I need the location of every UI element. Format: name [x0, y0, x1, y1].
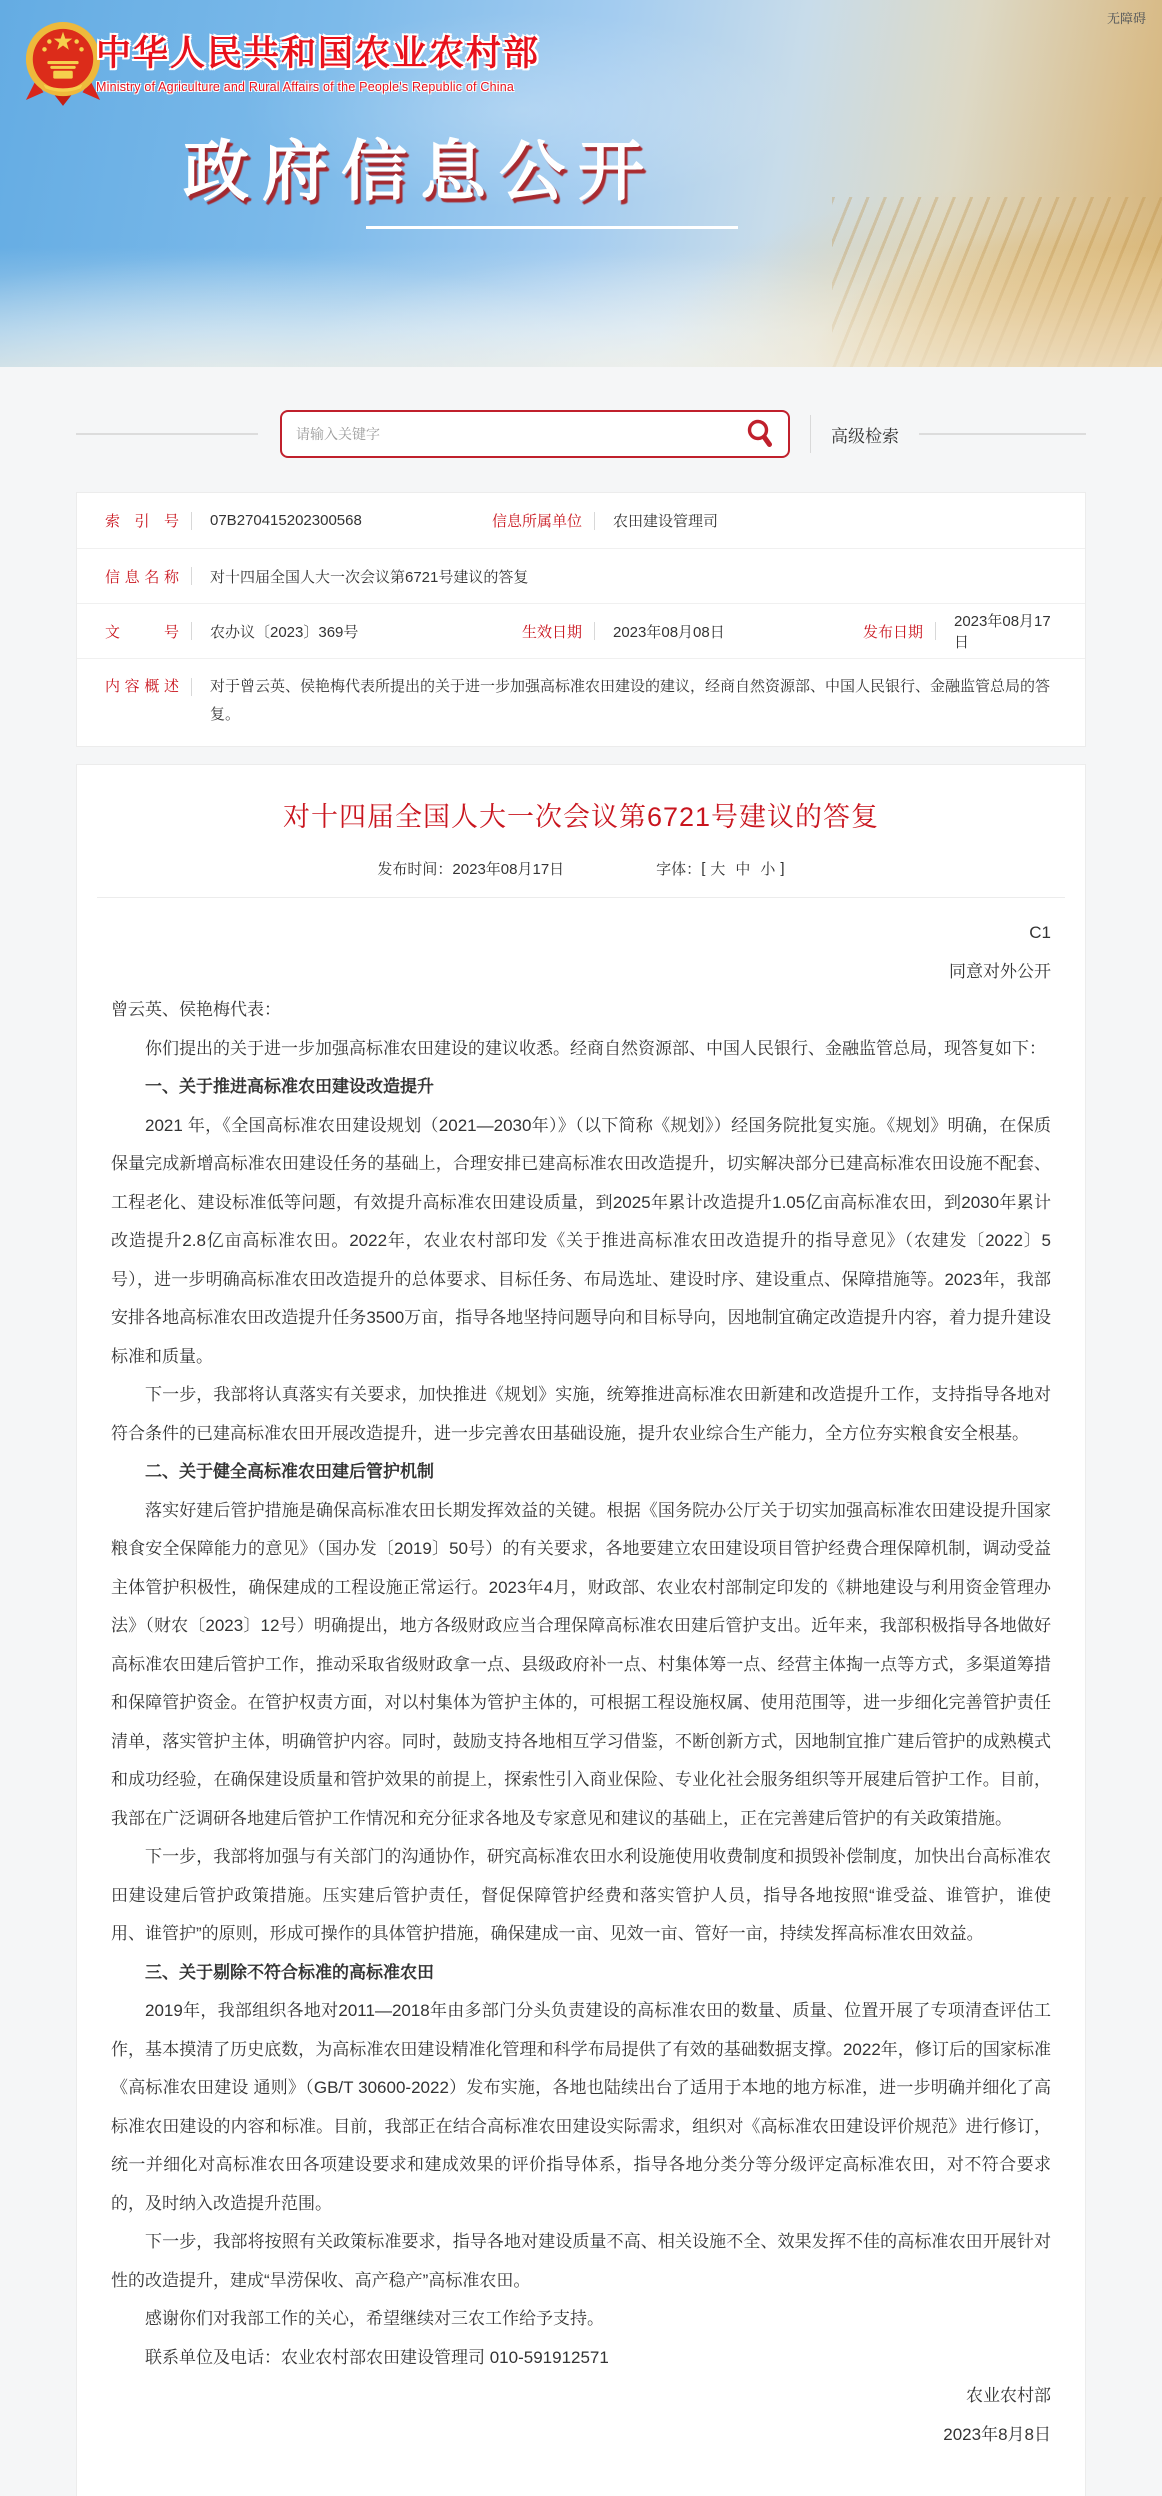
summary-label: 内容概述 [105, 678, 179, 695]
ministry-name-en: Ministry of Agriculture and Rural Affairs of the People's Republic of China [96, 80, 515, 94]
meta-row-name [77, 548, 1085, 603]
divider-line-right [919, 433, 1086, 435]
meta-row-docnumber [77, 603, 1085, 658]
font-size-small-button[interactable]: 小 [760, 861, 776, 878]
effective-date-label: 生效日期 [521, 623, 582, 641]
label-separator [191, 678, 192, 696]
article-section-heading: 三、关于剔除不符合标准的高标准农田 [145, 1962, 434, 1982]
article-section-heading: 一、关于推进高标准农田建设改造提升 [145, 1077, 434, 1096]
accessibility-link[interactable]: 无障碍 [1106, 11, 1146, 26]
label-separator [191, 512, 192, 530]
wheat-decoration [832, 197, 1162, 367]
article-section-heading: 二、关于健全高标准农田建后管护机制 [145, 1462, 434, 1481]
font-bracket-open: [ [701, 860, 706, 877]
search-icon [745, 418, 775, 450]
article-paragraph: 农业农村部 [966, 2386, 1051, 2405]
publish-date-value: 2023年08月17日 [954, 613, 1051, 651]
publish-date-label: 发布日期 [862, 623, 923, 641]
article-paragraph: 联系单位及电话：农业农村部农田建设管理司 010-591912571 [145, 2347, 609, 2367]
document-meta-card [76, 492, 1086, 747]
banner-title: 政府信息公开 [183, 134, 657, 208]
font-size-control [656, 858, 784, 879]
owning-unit-label: 信息所属单位 [491, 513, 582, 530]
font-size-large-button[interactable]: 大 [710, 861, 726, 878]
banner-title-underline [366, 226, 738, 229]
cloud-decoration [0, 247, 1162, 367]
label-separator [191, 622, 192, 640]
search-button[interactable] [732, 412, 788, 456]
article-paragraph: 感谢你们对我部工作的关心，希望继续对三农工作给予支持。 [145, 2309, 604, 2328]
index-number-value: 07B270415202300568 [210, 512, 362, 529]
label-separator [594, 512, 595, 530]
font-bracket-close: ] [780, 860, 785, 877]
search-box [280, 410, 790, 458]
effective-date-value: 2023年08月08日 [613, 623, 725, 641]
search-vertical-divider [810, 415, 811, 453]
article-title: 对十四届全国人大一次会议第6721号建议的答复 [282, 802, 880, 832]
font-size-medium-button[interactable]: 中 [735, 861, 751, 878]
national-emblem-icon [24, 20, 102, 106]
article-paragraph: C1 [1029, 923, 1051, 942]
article-paragraph: 同意对外公开 [949, 961, 1051, 981]
article-paragraph: 你们提出的关于进一步加强高标准农田建设的建议收悉。经商自然资源部、中国人民银行、金融监管总局，现答复如下： [145, 1038, 1046, 1058]
font-size-label: 字体： [656, 861, 702, 878]
article-paragraph: 下一步，我部将加强与有关部门的沟通协作，研究高标准农田水利设施使用收费制度和损毁补偿制度，加快出台高标准农田建设建后管护政策措施。压实建后管护责任，督促保障管护经费和落实管护人员，指导各地按照“谁受益、谁管护，谁使用、谁管护”的原则，形成可操作的具体管护措施，确保建成一亩、见效一亩、管好一亩，持续发挥高标准农田效益。 [111, 1847, 1051, 1943]
index-number-label: 索 引 号 [105, 513, 179, 530]
label-separator [191, 567, 192, 585]
meta-row-summary [77, 658, 1085, 746]
doc-number-label: 文 号 [105, 623, 179, 641]
article-paragraph: 2023年8月8日 [943, 2424, 1051, 2444]
meta-row-index [77, 493, 1085, 548]
article-paragraph: 2019年，我部组织各地对2011—2018年由多部门分头负责建设的高标准农田的数量、质量、位置开展了专项清查评估工作，基本摸清了历史底数，为高标准农田建设精准化管理和科学布局提供了有效的基础数据支撑。2022年，修订后的国家标准《高标准农田建设 通则》（GB/T 30600-2022）发布实施，各地也陆续出台了适用于本地的地方标准，进一步明确并细化了高标准农田建设的内容和标准。目前，我部正在结合高标准农田建设实际需求，组织对《高标准农田建设评价规范》进行修订，统一并细化对高标准农田各项建设要求和建成效果的评价指导体系，指导各地分类分等分级评定高标准农田，对不符合要求的，及时纳入改造提升范围。 [111, 2001, 1051, 2213]
summary-value: 对于曾云英、侯艳梅代表所提出的关于进一步加强高标准农田建设的建议，经商自然资源部、中国人民银行、金融监管总局的答复。 [210, 678, 1051, 723]
article-paragraph: 曾云英、侯艳梅代表： [111, 1000, 281, 1019]
article-paragraph: 落实好建后管护措施是确保高标准农田长期发挥效益的关键。根据《国务院办公厅关于切实加强高标准农田建设提升国家粮食安全保障能力的意见》（国办发〔2019〕50号）的有关要求，各地要建立农田建设项目管护经费合理保障机制，调动受益主体管护积极性，确保建成的工程设施正常运行。2023年4月，财政部、农业农村部制定印发的《耕地建设与利用资金管理办法》（财农〔2023〕12号）明确提出，地方各级财政应当合理保障高标准农田建后管护支出。近年来，我部积极指导各地做好高标准农田建后管护工作，推动采取省级财政拿一点、县级政府补一点、村集体筹一点、经营主体掏一点等方式，多渠道筹措和保障管护资金。在管护权责方面，对以村集体为管护主体的，可根据工程设施权属、使用范围等，进一步细化完善管护责任清单，落实管护主体，明确管护内容。同时，鼓励支持各地相互学习借鉴，不断创新方式，因地制宜推广建后管护的成熟模式和成功经验，在确保建设质量和管护效果的前提上，探索性引入商业保险、专业化社会服务组织等开展建后管护工作。目前，我部在广泛调研各地建后管护工作情况和充分征求各地及专家意见和建议的基础上，正在完善建后管护的有关政策措施。 [111, 1500, 1051, 1828]
banner [0, 0, 1162, 367]
search-input[interactable] [282, 412, 732, 456]
article-body [77, 898, 1085, 2454]
divider-line-left [76, 433, 258, 435]
advanced-search-link[interactable]: 高级检索 [831, 426, 899, 446]
article-paragraph: 下一步，我部将认真落实有关要求，加快推进《规划》实施，统筹推进高标准农田新建和改造提升工作，支持指导各地对符合条件的已建高标准农田开展改造提升，进一步完善农田基础设施，提升农业综合生产能力，全方位夯实粮食安全根基。 [111, 1385, 1051, 1443]
publish-time: 发布时间：2023年08月17日 [377, 861, 565, 878]
owning-unit-value: 农田建设管理司 [613, 513, 719, 530]
article-card [76, 764, 1086, 2496]
doc-number-value: 农办议〔2023〕369号 [210, 623, 359, 641]
info-name-label: 信息名称 [105, 568, 179, 586]
article-meta-row [77, 858, 1085, 879]
label-separator [935, 622, 936, 640]
article-paragraph: 下一步，我部将按照有关政策标准要求，指导各地对建设质量不高、相关设施不全、效果发挥不佳的高标准农田开展针对性的改造提升，建成“旱涝保收、高产稳产”高标准农田。 [111, 2232, 1051, 2290]
label-separator [594, 622, 595, 640]
ministry-header [96, 26, 540, 94]
ministry-name-cn: 中华人民共和国农业农村部 [96, 34, 541, 73]
search-section [76, 408, 1086, 460]
article-paragraph: 2021 年，《全国高标准农田建设规划（2021—2030年）》（以下简称《规划》）经国务院批复实施。《规划》明确，在保质保量完成新增高标准农田建设任务的基础上，合理安排已建高标准农田改造提升，切实解决部分已建高标准农田设施不配套、工程老化、建设标准低等问题，有效提升高标准农田建设质量，到2025年累计改造提升1.05亿亩高标准农田，到2030年累计改造提升2.8亿亩高标准农田。2022年，农业农村部印发《关于推进高标准农田改造提升的指导意见》（农建发〔2022〕5号），进一步明确高标准农田改造提升的总体要求、目标任务、布局选址、建设时序、建设重点、保障措施等。2023年，我部安排各地高标准农田改造提升任务3500万亩，指导各地坚持问题导向和目标导向，因地制宜确定改造提升内容，着力提升建设标准和质量。 [111, 1115, 1051, 1366]
info-name-value: 对十四届全国人大一次会议第6721号建议的答复 [210, 568, 529, 586]
